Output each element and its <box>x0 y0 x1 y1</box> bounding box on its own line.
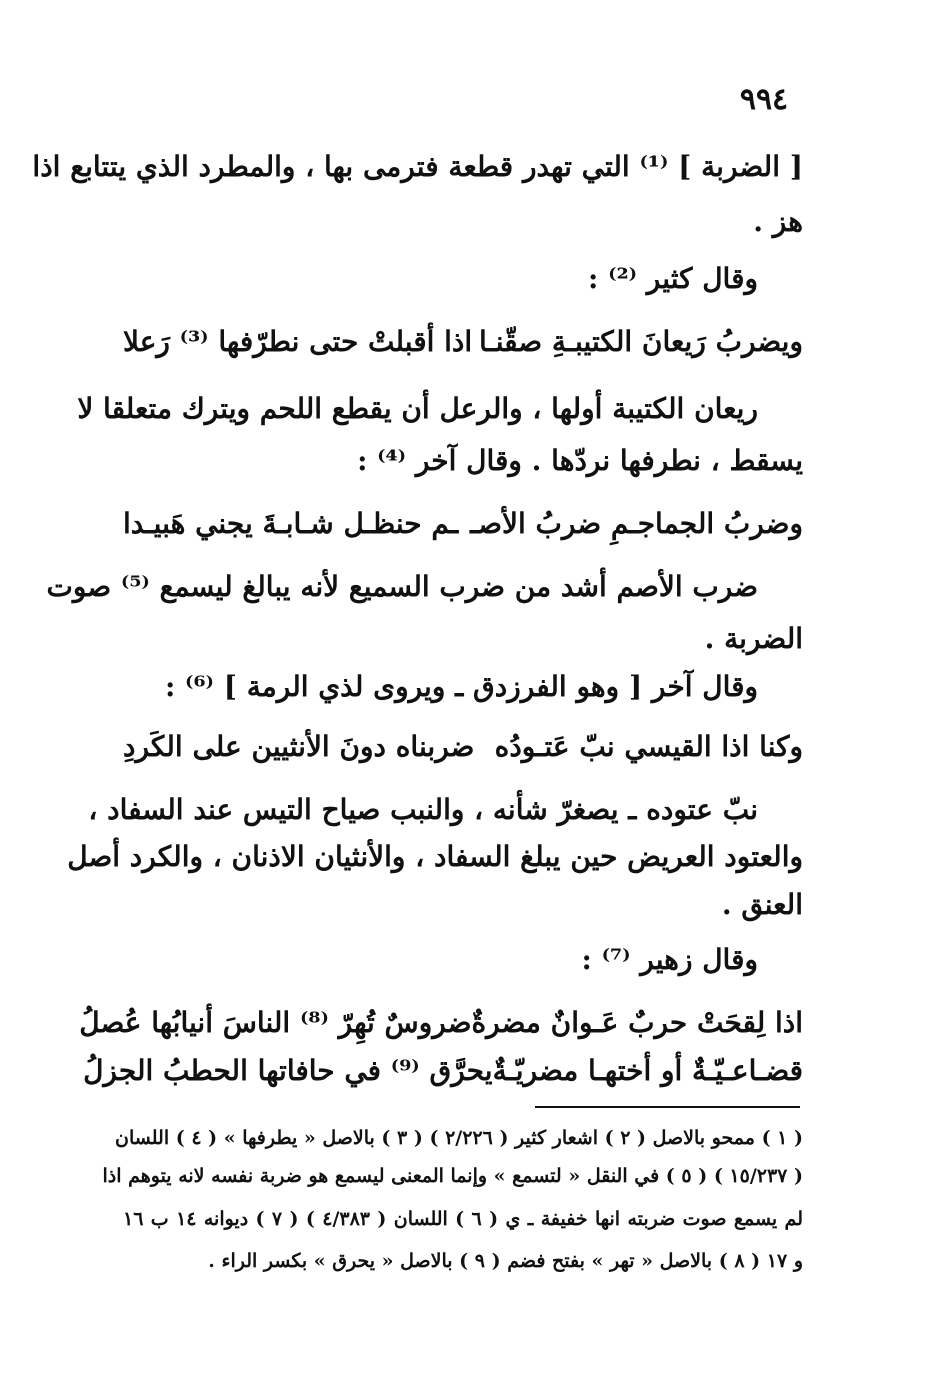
verse-line <box>123 730 803 763</box>
page-number: ٩٩٤ <box>739 82 789 117</box>
verse-first-hemistich: قضـاعـيّـةٌ أو أختهـا مضريّـةٌ <box>492 1054 803 1087</box>
verse-second-hemistich: ـم حنظـل شـابـةَ يجني هَبيـدا <box>123 507 459 540</box>
verse-line <box>123 507 803 540</box>
verse-second-hemistich: يحرَّق ⁽⁹⁾ في حافاتها الحطبُ الجزلُ <box>83 1054 493 1087</box>
text-line: ريعان الكتيبة أولها ، والرعل أن يقطع اللحم ويترك متعلقا لا <box>77 392 758 425</box>
verse-line <box>79 1006 803 1039</box>
verse-second-hemistich: ضربناه دونَ الأنثيين على الكَردِ <box>123 730 475 763</box>
verse-first-hemistich: وكنا اذا القيسي نبّ عَتـودُه <box>494 730 803 763</box>
footnote-line: ( ١ ) ممحو بالاصل ( ٢ ) اشعار كثير ( ٢/٢٢٦ ) ( ٣ ) بالاصل « يطرفها » ( ٤ ) اللسان <box>115 1127 803 1149</box>
text-line: والعتود العريض حين يبلغ السفاد ، والأنثيان الاذنان ، والكرد أصل <box>67 840 803 873</box>
verse-first-hemistich: وضربُ الجماجـمِ ضربُ الأصـ <box>470 507 803 540</box>
poem-intro: وقال زهير ⁽⁷⁾ : <box>581 943 758 976</box>
footnote-separator <box>535 1106 800 1108</box>
footnote-line: لم يسمع صوت ضربته انها خفيفة ـ ي ( ٦ ) اللسان ( ٤/٣٨٣ ) ( ٧ ) ديوانه ١٤ ب ١٦ <box>123 1208 803 1230</box>
footnote-line: ( ١٥/٢٣٧ ) ( ٥ ) في النقل « لتسمع » وإنما المعنى ليسمع هو ضربة نفسه لانه يتوهم اذا <box>102 1165 803 1187</box>
poem-intro: وقال آخر [ وهو الفرزدق ـ ويروى لذي الرمة ] ⁽⁶⁾ : <box>164 670 758 703</box>
text-line: يسقط ، نطرفها نردّها . وقال آخر ⁽⁴⁾ : <box>357 444 803 477</box>
verse-line <box>83 1054 803 1087</box>
text-line: [ الضربة ] ⁽¹⁾ التي تهدر قطعة فترمى بها ، والمطرد الذي يتتابع اذا <box>32 150 803 183</box>
text-line: نبّ عتوده ـ يصغرّ شأنه ، والنبب صياح التيس عند السفاد ، <box>88 793 758 826</box>
poem-intro: وقال كثير ⁽²⁾ : <box>588 262 758 295</box>
footnote-line: و ١٧ ( ٨ ) بالاصل « تهر » بفتح فضم ( ٩ ) بالاصل « يحرق » بكسر الراء . <box>208 1250 803 1272</box>
text-line: ضرب الأصم أشد من ضرب السميع لأنه يبالغ ليسمع ⁽⁵⁾ صوت <box>46 570 758 603</box>
text-line: هز . <box>753 205 803 238</box>
text-line: الضربة . <box>704 622 803 655</box>
verse-second-hemistich: اذا أقبلتْ حتى نطرّفها ⁽³⁾ رَعلا <box>123 325 473 358</box>
verse-second-hemistich: ضروسٌ تُهِرّ ⁽⁸⁾ الناسَ أنيابُها عُصلُ <box>79 1006 472 1039</box>
verse-first-hemistich: اذا لِقحَتْ حربٌ عَـوانٌ مضرةٌ <box>471 1006 803 1039</box>
verse-line <box>123 325 803 358</box>
text-line: العنق . <box>721 888 803 921</box>
verse-first-hemistich: ويضربُ رَيعانَ الكتيبـةِ صقّنـا <box>478 325 803 358</box>
